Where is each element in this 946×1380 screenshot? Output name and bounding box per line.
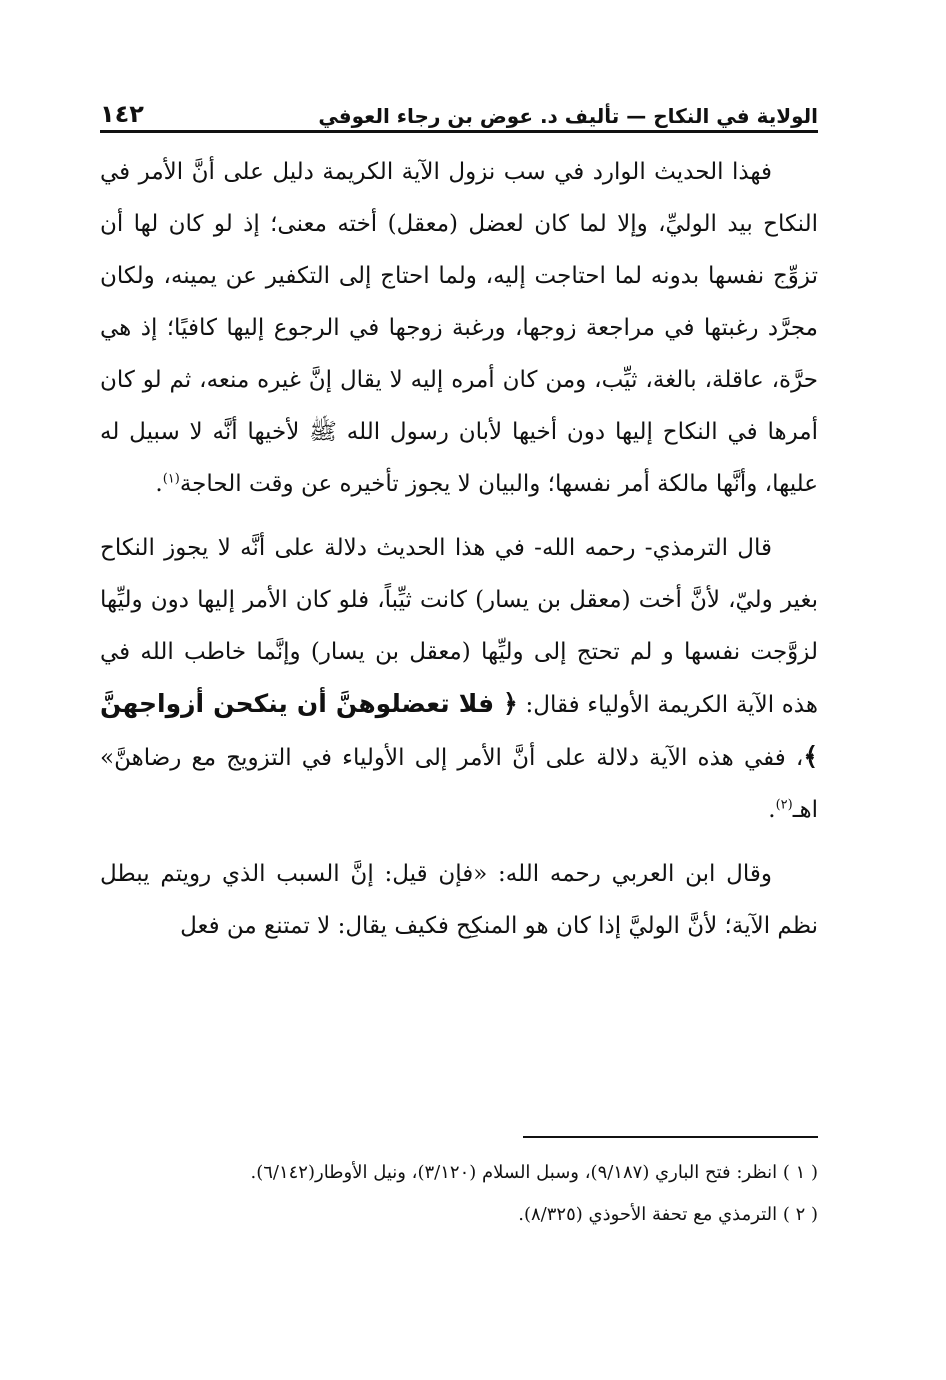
paragraph-2-text-b: ، ففي هذه الآية دلالة على أنَّ الأمر إلى الأولياء في التزويج مع رضاهنَّ» اهـ — [100, 745, 818, 823]
paragraph-1-text: فهذا الحديث الوارد في سب نزول الآية الكريمة دليل على أنَّ الأمر في النكاح بيد الوليِّ، وإلا لما كان لعضل (معقل) أخته معنى؛ إذ لو كان لها أن تزوِّج نفسها بدونه لما احتاجت إليه، ولما احتاج إلى التكفير عن يمينه، ولكان مجرَّد رغبتها في مراجعة زوجها، ورغبة زوجها في الرجوع إليها كافيًا؛ إذ هي حرَّة، عاقلة، بالغة، ثيِّب، ومن كان أمره إليه لا يقال إنَّ غيره منعه، ثم لو كان أمرها في النكاح إليها دون أخيها لأبان رسول الله ﷺ لأخيها أنَّه لا سبيل له عليها، وأنَّها مالكة أمر نفسها؛ والبيان لا يجوز تأخيره عن وقت الحاجة — [100, 159, 818, 497]
paragraph-1: فهذا الحديث الوارد في سب نزول الآية الكريمة دليل على أنَّ الأمر في النكاح بيد الوليِّ، وإلا لما كان لعضل (معقل) أخته معنى؛ إذ لو كان لها أن تزوِّج نفسها بدونه لما احتاجت إليه، ولما احتاج إلى التكفير عن يمينه، ولكان مجرَّد رغبتها في مراجعة زوجها، ورغبة زوجها في الرجوع إليها كافيًا؛ إذ هي حرَّة، عاقلة، بالغة، ثيِّب، ومن كان أمره إليه لا يقال إنَّ غيره منعه، ثم لو كان أمرها في النكاح إليها دون أخيها لأبان رسول الله ﷺ لأخيها أنَّه لا سبيل له عليها، وأنَّها مالكة أمر نفسها؛ والبيان لا يجوز تأخيره عن وقت الحاجة$^{(١)}$. — [100, 159, 818, 497]
footnote-ref-2: (٢) — [775, 797, 793, 813]
footnote-1: ( ١ ) انظر: فتح الباري (٩/١٨٧)، وسبل السلام (٣/١٢٠)، ونيل الأوطار(٦/١٤٢). — [250, 1162, 818, 1183]
footnote-2: ( ٢ ) الترمذي مع تحفة الأحوذي (٨/٣٢٥). — [518, 1204, 818, 1225]
footnote-ref-1: (١) — [162, 471, 180, 487]
paragraph-2: قال الترمذي- رحمه الله- في هذا الحديث دلالة على أنَّه لا يجوز النكاح بغير وليّ، لأنَّ أخت (معقل بن يسار) كانت ثيِّباً، فلو كان الأمر إليها دون وليِّها لزوَّجت نفسها و لم تحتج إلى وليِّها (معقل بن يسار) وإنَّما خاطب الله في هذه الآية الكريمة الأولياء فقال: ﴿ فلا تعضلوهنَّ أن ينكحن أزواجهنَّ ﴾، ففي هذه الآية دلالة على أنَّ الأمر إلى الأولياء في التزويج مع رضاهنَّ» اهـ$^{(٢)}$. — [100, 535, 819, 823]
running-header — [100, 88, 818, 128]
footnote-rule — [523, 1136, 818, 1138]
paragraph-3 — [100, 848, 818, 952]
footnotes — [100, 1152, 818, 1236]
header-rule — [100, 130, 818, 133]
paragraph-3-text: وقال ابن العربي رحمه الله: «فإن قيل: إنَّ السبب الذي رويتم يبطل نظم الآية؛ لأنَّ الوليَّ إذا كان هو المنكِح فكيف يقال: لا تمتنع من فعل — [100, 861, 818, 939]
quran-verse: ﴿ فلا تعضلوهنَّ أن ينكحن أزواجهنَّ ﴾ — [100, 689, 818, 771]
page-number: ١٤٢ — [100, 100, 144, 128]
main-text — [100, 146, 818, 952]
running-header-title: الولاية في النكاح — تأليف د. عوض بن رجاء العوفي — [318, 104, 818, 128]
paragraph-2-text-a: قال الترمذي- رحمه الله- في هذا الحديث دلالة على أنَّه لا يجوز النكاح بغير وليّ، لأنَّ أخت (معقل بن يسار) كانت ثيِّباً، فلو كان الأمر إليها دون وليِّها لزوَّجت نفسها و لم تحتج إلى وليِّها (معقل بن يسار) وإنَّما خاطب الله في هذه الآية الكريمة الأولياء فقال: — [100, 535, 819, 718]
